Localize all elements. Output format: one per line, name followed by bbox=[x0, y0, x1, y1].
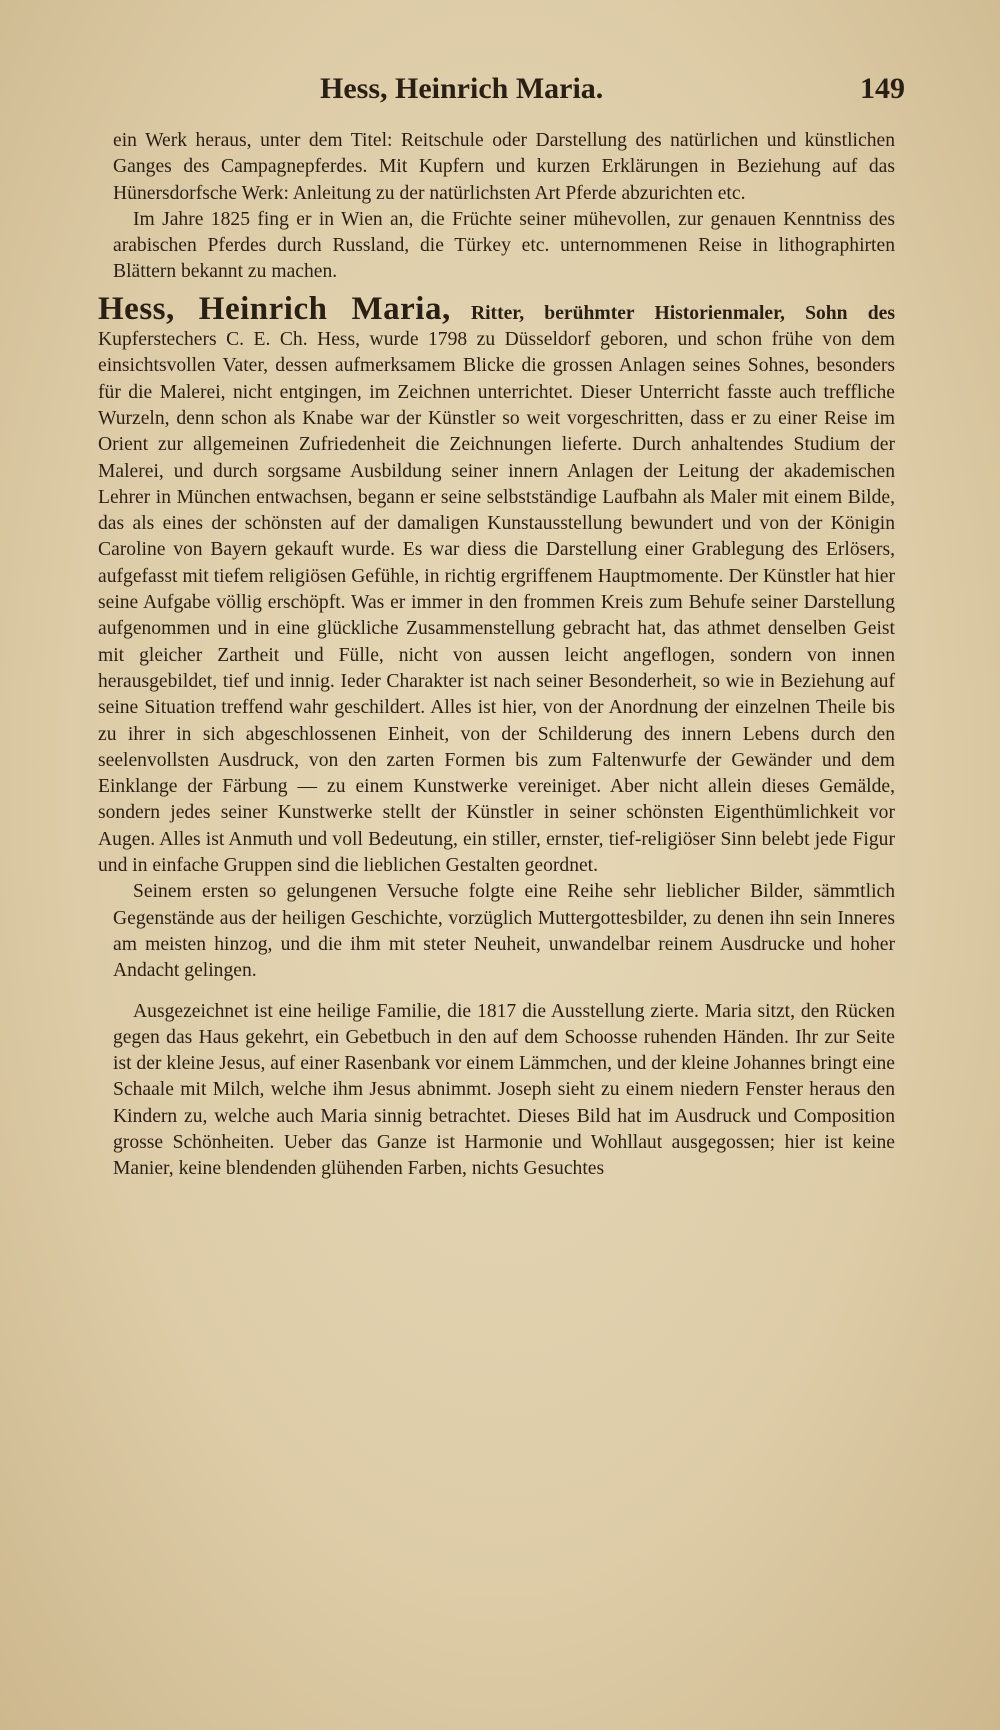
page-number: 149 bbox=[860, 72, 905, 105]
paragraph: Im Jahre 1825 fing er in Wien an, die Früchte seiner mühevollen, zur genauen Kenntniss des arabischen Pferdes durch Russland, die Türkey etc. unternommenen Reise in lithographirten Blättern bekannt zu machen. bbox=[113, 208, 895, 283]
dictionary-entry bbox=[98, 290, 896, 880]
paragraph: Seinem ersten so gelungenen Versuche folgte eine Reihe sehr lieblicher Bilder, sämmtlich Gegenstände aus der heiligen Geschichte, vorzüglich Muttergottesbilder, zu denen ihn sein Inneres am meisten hinzog, und die ihm mit steter Neuheit, unwandelbar reinem Ausdrucke und hoher Andacht gelingen. bbox=[113, 881, 895, 982]
running-head bbox=[110, 72, 905, 112]
entry-lead: Ritter, berühmter Historienmaler, Sohn des bbox=[470, 302, 896, 324]
entry-text: Kupferstechers C. E. Ch. Hess, wurde 1798 zu Düsseldorf geboren, und schon frühe von dem einsichtsvollen Vater, dessen aufmerksamem Blicke die grossen Anlagen seines Sohnes, besonders für die Malerei, nicht entgingen, im Zeichnen unterrichtet. Dieser Unterricht fasste auch treffliche Wurzeln, denn schon als Knabe war der Künstler so weit vorgeschritten, dass er zu einer Reise im Orient zur allgemeinen Zufriedenheit die Zeichnungen lieferte. Durch anhaltendes Studium der Malerei, und durch sorgsame Ausbildung seiner innern Anlagen der Leitung der akademischen Lehrer in München entwachsen, begann er seine selbstständige Laufbahn als Maler mit einem Bilde, das als eines der schönsten auf der damaligen Kunstausstellung bewundert und von der Königin Caroline von Bayern gekauft wurde. Es war diess die Darstellung einer Grablegung des Erlösers, aufgefasst mit tiefem religiösen Gefühle, in richtig ergriffenem Hauptmomente. Der Künstler hat hier seine Aufgabe völlig erschöpft. Was er immer in den frommen Kreis zum Behufe seiner Darstellung aufgenommen und in eine glückliche Zusammenstellung gebracht hat, das athmet denselben Geist mit gleicher Zartheit und Fülle, nicht von aussen leicht angeflogen, sondern von innen herausgebildet, tief und innig. Ieder Charakter ist nach seiner Besonderheit, so wie in Beziehung auf seine Situation treffend wahr geschildert. Alles ist hier, von der Anordnung der einzelnen Theile bis zu ihrer in sich abgeschlossenen Einheit, von der Schilderung des innern Lebens durch den seelenvollsten Ausdruck, von den zarten Formen bis zum Faltenwurfe der Gewänder und dem Einklange der Färbung — zu einem Kunstwerke vereiniget. Aber nicht allein dieses Gemälde, sondern jedes seiner Kunstwerke stellt der Künstler in seiner schönsten Eigenthümlichkeit vor Augen. Alles ist Anmuth und voll Bedeutung, ein stiller, ernster, tief-religiöser Sinn belebt jede Figur und in einfache Gruppen sind die lieblichen Gestalten geordnet. bbox=[98, 329, 895, 877]
body-text bbox=[98, 128, 896, 1183]
paragraph-continuation: ein Werk heraus, unter dem Titel: Reitschule oder Darstellung des natürlichen und künstlichen Ganges des Campagnepferdes. Mit Kupfern und kurzen Erklärungen in Beziehung auf das Hünersdorfsche Werk: Anleitung zu der natürlichsten Art Pferde abzurichten etc. bbox=[113, 130, 895, 204]
paragraph: Ausgezeichnet ist eine heilige Familie, die 1817 die Ausstellung zierte. Maria sitzt, den Rücken gegen das Haus gekehrt, ein Gebetbuch in den auf dem Schoosse ruhenden Händen. Ihr zur Seite ist der kleine Jesus, auf einer Rasenbank vor einem Lämmchen, und der kleine Johannes bringt eine Schaale mit Milch, welche ihm Jesus abnimmt. Joseph sieht zu einem niedern Fenster heraus den Kindern zu, welche auch Maria sinnig betrachtet. Dieses Bild hat im Ausdruck und Composition grosse Schönheiten. Ueber das Ganze ist Harmonie und Wohllaut ausgegossen; hier ist keine Manier, keine blendenden glühenden Farben, nichts Gesuchtes bbox=[113, 1000, 895, 1180]
entry-headword: Hess, Heinrich Maria, bbox=[98, 290, 451, 327]
running-title: Hess, Heinrich Maria. bbox=[320, 72, 604, 105]
